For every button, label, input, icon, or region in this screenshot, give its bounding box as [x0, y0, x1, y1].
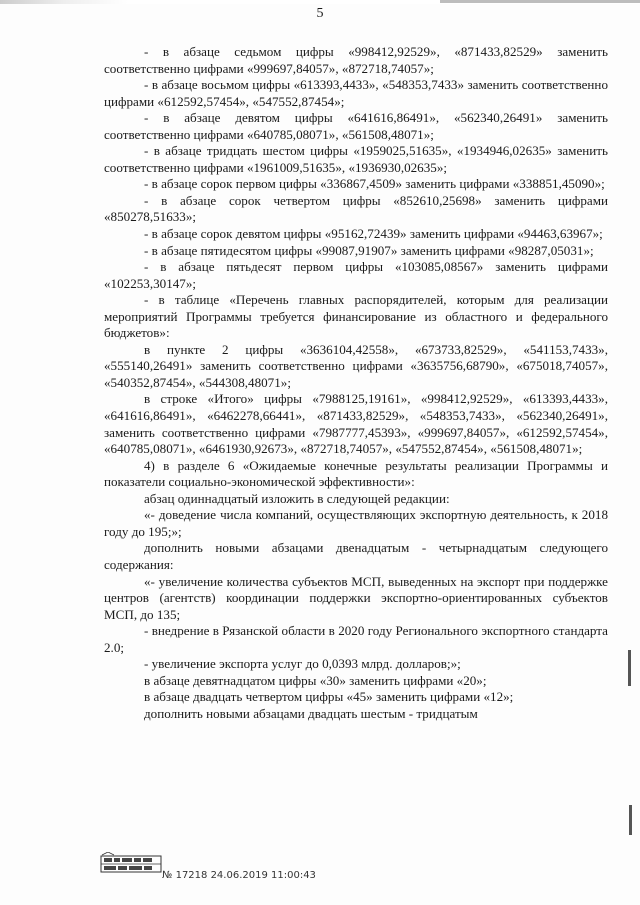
- registry-stamp-icon: [100, 852, 162, 874]
- paragraph-abzac-19: в абзаце девятнадцатом цифры «30» заменить цифрами «20»;: [144, 672, 487, 688]
- paragraph-abzac-9: - в абзаце девятом цифры «641616,86491», «562340,26491» заменить соответственно цифрами «640785,08071», «561508,48071»;: [104, 110, 608, 142]
- scan-edge-shadow-right: [440, 0, 640, 3]
- registration-number: № 17218 24.06.2019 11:00:43: [162, 870, 316, 881]
- document-body: [104, 44, 608, 722]
- paragraph-add-12-14: дополнить новыми абзацами двенадцатым - четырнадцатым следующего содержания:: [104, 540, 608, 572]
- paragraph-new-item-2: - внедрение в Рязанской области в 2020 году Регионального экспортного стандарта 2.0;: [104, 623, 608, 655]
- paragraph-abzac-44: - в абзаце сорок четвертом цифры «852610,25698» заменить цифрами «850278,51633»;: [104, 192, 608, 225]
- paragraph-new-item-1: «- увеличение количества субъектов МСП, выведенных на экспорт при поддержке центров (агентств) координации поддержки экспортно-ориентированных субъектов МСП, до 135;: [104, 573, 608, 622]
- paragraph-abzac-49: - в абзаце сорок девятом цифры «95162,72439» заменить цифрами «94463,63967»;: [144, 226, 603, 242]
- paragraph-itogo-row: в строке «Итого» цифры «7988125,19161», «998412,92529», «613393,4433», «641616,86491», «6462278,66441», «871433,82529», «548353,7433», «562340,26491», заменить соответственно цифрами «7987777,45393», «999697,84057», «612592,57454», «640785,08071», «6461930,92673», «872718,74057», «547552,87454», «561508,48071»;: [104, 391, 608, 457]
- scan-side-mark: [628, 650, 631, 686]
- scan-side-mark: [629, 805, 632, 835]
- paragraph-punkt-2: в пункте 2 цифры «3636104,42558», «673733,82529», «541153,7433», «555140,26491» заменить соответственно цифрами «3635756,68790», «675018,74057», «540352,87454», «544308,48071»;: [104, 341, 608, 390]
- paragraph-abzac-50: - в абзаце пятидесятом цифры «99087,91907» заменить цифрами «98287,05031»;: [144, 242, 594, 258]
- paragraph-table-intro: - в таблице «Перечень главных распорядителей, которым для реализации мероприятий Программы требуется финансирование из областного и федерального бюджетов»:: [104, 292, 608, 341]
- page-footer: [100, 852, 500, 892]
- paragraph-abzac-24: в абзаце двадцать четвертом цифры «45» заменить цифрами «12»;: [144, 689, 514, 705]
- paragraph-abzac-51: - в абзаце пятьдесят первом цифры «103085,08567» заменить цифрами «102253,30147»;: [104, 259, 608, 291]
- paragraph-abzac-11-text: «- доведение числа компаний, осуществляющих экспортную деятельность, к 2018 году до 195;»;: [104, 507, 608, 539]
- paragraph-abzac-41: - в абзаце сорок первом цифры «336867,4509» заменить цифрами «338851,45090»;: [144, 176, 605, 192]
- page-number: 5: [316, 6, 324, 21]
- paragraph-abzac-36: - в абзаце тридцать шестом цифры «1959025,51635», «1934946,02635» заменить соответственно цифрами «1961009,51635», «1936930,02635»;: [104, 143, 608, 175]
- paragraph-abzac-7: - в абзаце седьмом цифры «998412,92529», «871433,82529» заменить соответственно цифрами «999697,84057», «872718,74057»;: [104, 44, 608, 76]
- paragraph-abzac-8: - в абзаце восьмом цифры «613393,4433», «548353,7433» заменить соответственно цифрами «612592,57454», «547552,87454»;: [104, 77, 608, 109]
- paragraph-section-6: 4) в разделе 6 «Ожидаемые конечные результаты реализации Программы и показатели социально-экономической эффективности»:: [104, 457, 608, 490]
- paragraph-new-item-3: - увеличение экспорта услуг до 0,0393 млрд. долларов;»;: [144, 656, 461, 672]
- paragraph-abzac-11-intro: абзац одиннадцатый изложить в следующей редакции:: [144, 490, 450, 506]
- paragraph-add-26-30: дополнить новыми абзацами двадцать шестым - тридцатым: [144, 705, 478, 721]
